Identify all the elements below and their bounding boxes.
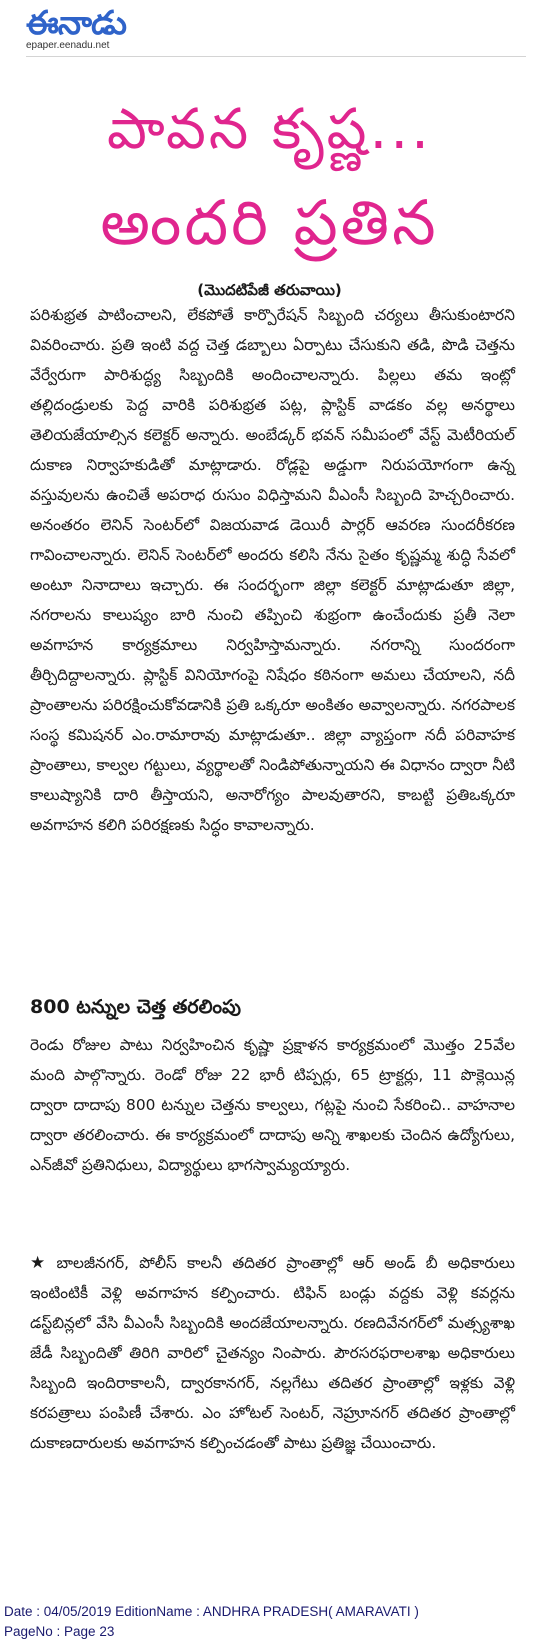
paragraph-text: రెండు రోజుల పాటు నిర్వహించిన కృష్ణా ప్రక్షాళన కార్యక్రమంలో మొత్తం 25వేల మంది పాల్గొన్నారు. రెండో రోజు 22 భారీ టిప్పర్లు, 65 ట్రాక్టర్లు, 11 పొక్లెయిన్ల ద్వారా దాదాపు 800 టన్నుల చెత్తను కాల్వలు, గట్లపై నుంచి సేకరించి.. వాహనాల ద్వారా తరలించారు. ఈ కార్యక్రమంలో దాదాపు అన్ని శాఖలకు చెందిన ఉద్యోగులు, ఎన్‌జీవో ప్రతినిధులు, విద్యార్థులు భాగస్వామ్యయ్యారు.	[30, 1036, 515, 1174]
masthead	[26, 4, 246, 56]
page-footer	[4, 1602, 534, 1642]
headline-line-1: పావన కృష్ణ...	[107, 97, 432, 162]
paragraph-text	[30, 1248, 515, 1458]
masthead-divider	[26, 56, 526, 57]
paragraph-text: పరిశుభ్రత పాటించాలని, లేకపోతే కార్పొరేషన్ సిబ్బంది చర్యలు తీసుకుంటారని వివరించారు. ప్రతి ఇంటి వద్ద చెత్త డబ్బాలు ఏర్పాటు చేసుకుని తడి, పొడి చెత్తను వేర్వేరుగా పారిశుద్ధ్య సిబ్బందికి అందించాలన్నారు. పిల్లలు తమ ఇంట్లో తల్లిదండ్రులకు పెద్ద వారికి పరిశుభ్రత పట్ల, ప్లాస్టిక్ వాడకం వల్ల అనర్థాలు తెలియజేయాల్సిన కలెక్టర్ అన్నారు. అంబేడ్కర్ భవన్ సమీపంలో వేస్ట్ మెటీరియల్ దుకాణ నిర్వాహకుడితో మాట్లాడారు. రోడ్లపై అడ్డుగా నిరుపయోగంగా ఉన్న వస్తువులను ఉంచితే అపరాధ రుసుం విధిస్తామని వీఎంసీ సిబ్బంది హెచ్చరించారు. అనంతరం లెనిన్ సెంటర్‌లో విజయవాడ డెయిరీ పార్లర్ ఆవరణ సుందరీకరణ గావించాలన్నారు. లెనిన్ సెంటర్‌లో అందరు కలిసి నేను సైతం కృష్ణమ్మ శుద్ధి సేవలో అంటూ నినాదాలు ఇచ్చారు. ఈ సందర్భంగా జిల్లా కలెక్టర్ మాట్లాడుతూ జిల్లా, నగరాలను కాలుష్యం బారి నుంచి తప్పించి శుభ్రంగా ఉంచేందుకు ప్రతీ నెలా అవగాహన కార్యక్రమాలు నిర్వహిస్తామన్నారు. నగరాన్ని సుందరంగా తీర్చిదిద్దాలన్నారు. ప్లాస్టిక్ వినియోగంపై నిషేధం కఠినంగా అమలు చేయాలని, నదీ ప్రాంతాలను పరిరక్షించుకోవడానికి ప్రతి ఒక్కరూ అంకితం అవ్వాలన్నారు. నగరపాలక సంస్థ కమిషనర్ ఎం.రామారావు మాట్లాడుతూ.. జిల్లా వ్యాప్తంగా నదీ పరివాహక ప్రాంతాలు, కాల్వల గట్టులు, వ్యర్థాలతో నిండిపోతున్నాయని ఈ విధానం ద్వారా నీటి కాలుష్యానికి దారి తీస్తాయని, అనారోగ్యం పాలవుతారని, కాబట్టి ప్రతిఒక్కరూ అవగాహన కలిగి పరిరక్షణకు సిద్ధం కావాలన్నారు.	[30, 306, 515, 834]
site-url: epaper.eenadu.net	[26, 40, 110, 51]
article-paragraph-2	[30, 1030, 515, 1180]
article-paragraph-1	[30, 300, 515, 840]
eenadu-logo: ఈనాడు	[26, 3, 126, 42]
article-paragraph-3	[30, 1248, 515, 1458]
paragraph-body: బాలజీనగర్, పోలీస్ కాలనీ తదితర ప్రాంతాల్లో ఆర్ అండ్ బీ అధికారులు ఇంటింటికీ వెళ్లి అవగాహన కల్పించారు. టిఫిన్ బండ్లు వద్దకు వెళ్లి కవర్లను డస్ట్‌బిన్లలో వేసి వీఎంసీ సిబ్బందికి అందజేయాలన్నారు. రణదివేనగర్‌లో మత్స్యశాఖ జేడీ సిబ్బందితో తిరిగి వారిలో చైతన్యం నింపారు. పౌరసరఫరాలశాఖ అధికారులు సిబ్బంది ఇందిరాకాలనీ, ద్వారకానగర్, నల్లగేటు తదితర ప్రాంతాల్లో ఇళ్లకు వెళ్లి కరపత్రాలు పంపిణీ చేశారు. ఎం హోటల్ సెంటర్, నెహ్రూనగర్ తదితర ప్రాంతాల్లో దుకాణదారులకు అవగాహన కల్పించడంతో పాటు ప్రతిజ్ఞ చేయించారు.	[30, 1254, 515, 1452]
section-heading: 800 టన్నుల చెత్త తరలింపు	[30, 996, 241, 1018]
edition-info: Date : 04/05/2019 EditionName : ANDHRA PRADESH( AMARAVATI )	[4, 1604, 419, 1619]
star-icon: ★	[30, 1253, 51, 1273]
page-number: PageNo : Page 23	[4, 1624, 115, 1639]
headline-line-2: అందరి ప్రతిన	[100, 186, 439, 259]
continuation-label: (మొదటిపేజీ తరువాయి)	[197, 281, 342, 299]
